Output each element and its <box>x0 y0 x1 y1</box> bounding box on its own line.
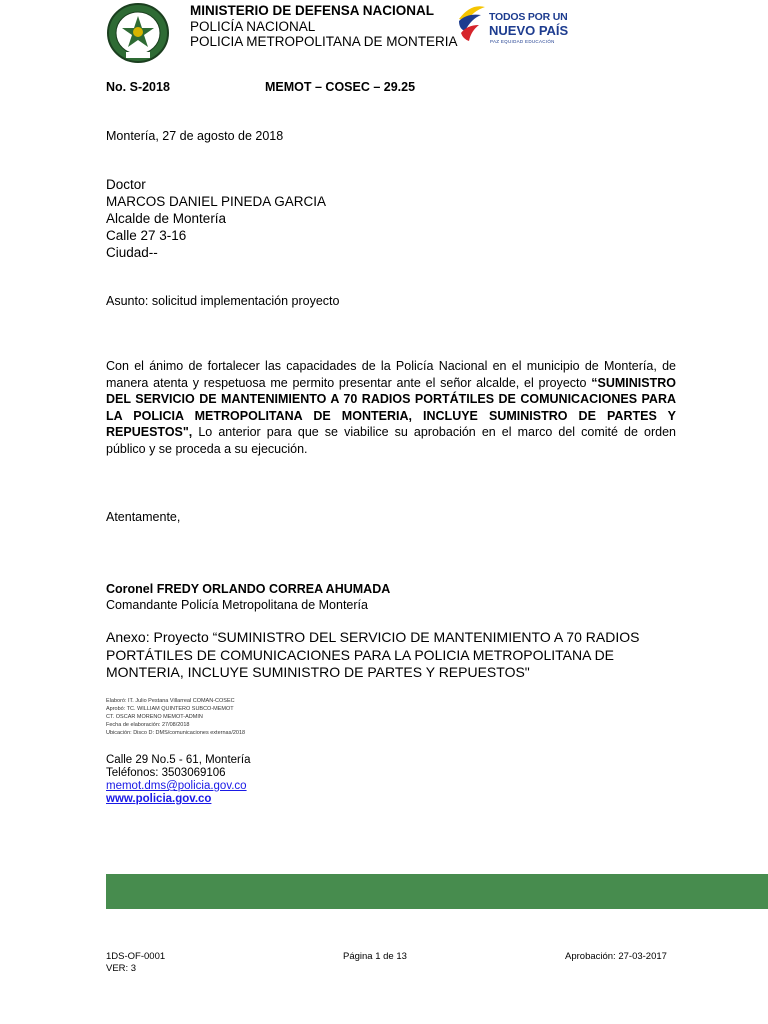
body-project-title: “SUMINISTRO DEL SERVICIO DE MANTENIMIENTO A 70 RADIOS PORTÁTILES DE COMUNICACIONES PARA LA POLICIA METROPOLITANA DE MONTERIA, INCLUYE SUMINISTRO DE PARTES Y REPUESTOS", <box>106 375 676 440</box>
footer-green-bar <box>106 874 768 909</box>
footer-code: 1DS-OF-0001 <box>106 951 166 962</box>
police-seal-logo <box>106 2 170 64</box>
website-link[interactable]: www.policia.gov.co <box>106 793 212 805</box>
letter-salutation: Atentamente, <box>106 510 181 524</box>
flag-swoosh-icon <box>455 3 489 49</box>
footer-version: VER: 3 <box>106 963 137 974</box>
body-intro: Con el ánimo de fortalecer las capacidades de la Policía Nacional en el municipio de Montería, de manera atenta y respetuosa me permito presentar ante el señor alcalde, el proyecto <box>106 359 676 390</box>
recipient-role: Alcalde de Montería <box>106 211 227 226</box>
header-institution <box>190 3 458 50</box>
recipient-block <box>106 176 326 261</box>
header-metropolitan: POLICIA METROPOLITANA DE MONTERIA <box>190 34 458 49</box>
signer-name: Coronel FREDY ORLANDO CORREA AHUMADA <box>106 582 391 596</box>
signer-position: Comandante Policía Metropolitana de Montería <box>106 598 368 612</box>
recipient-name: MARCOS DANIEL PINEDA GARCIA <box>106 194 327 209</box>
footer-approval: Aprobación: 27-03-2017 <box>565 951 667 962</box>
contact-address: Calle 29 No.5 - 61, Montería <box>106 754 251 766</box>
header-police: POLICÍA NACIONAL <box>190 18 316 34</box>
metadata-line: CT. OSCAR MORENO MEMOT-ADMIN <box>106 714 203 720</box>
logo-text-top: TODOS POR UN <box>489 11 568 23</box>
metadata-line: Elaboró: IT. Julio Pestana Villarreal COMAN-COSEC <box>106 698 235 704</box>
metadata-line: Aprobó: TC. WILLIAM QUINTERO SUBCO-MEMOT <box>106 706 234 712</box>
metadata-line: Fecha de elaboración: 27/08/2018 <box>106 722 190 728</box>
letter-body <box>106 358 676 458</box>
document-metadata <box>106 697 245 737</box>
header-ministry: MINISTERIO DE DEFENSA NACIONAL <box>190 3 435 18</box>
footer-page: Página 1 de 13 <box>343 951 407 962</box>
document-number: No. S-2018 <box>106 80 170 94</box>
recipient-city: Ciudad-- <box>106 245 158 260</box>
letter-date: Montería, 27 de agosto de 2018 <box>106 129 284 143</box>
annex-text: Anexo: Proyecto “SUMINISTRO DEL SERVICIO DE MANTENIMIENTO A 70 RADIOS PORTÁTILES DE COMUNICACIONES PARA LA POLICIA METROPOLITANA DE MONTERIA, INCLUYE SUMINISTRO DE PARTES Y REPUESTOS" <box>106 629 640 680</box>
contact-email-link[interactable]: memot.dms@policia.gov.co <box>106 780 247 792</box>
contact-phones: Teléfonos: 3503069106 <box>106 767 226 779</box>
footer-left <box>106 951 165 975</box>
logo-tagline: PAZ EQUIDAD EDUCACIÓN <box>490 39 555 44</box>
letter-subject: Asunto: solicitud implementación proyecto <box>106 294 340 308</box>
recipient-street: Calle 27 3-16 <box>106 228 187 243</box>
document-code: MEMOT – COSEC – 29.25 <box>265 80 416 94</box>
logo-text-main: NUEVO PAÍS <box>489 23 569 38</box>
metadata-line: Ubicación: Disco D: DMS/comunicaciones externas/2018 <box>106 730 246 736</box>
body-closing: Lo anterior para que se viabilice su aprobación en el marco del comité de orden público y se proceda a su ejecución. <box>106 425 676 456</box>
contact-block <box>106 754 250 806</box>
recipient-title: Doctor <box>106 177 146 192</box>
nuevo-pais-logo <box>455 3 575 49</box>
